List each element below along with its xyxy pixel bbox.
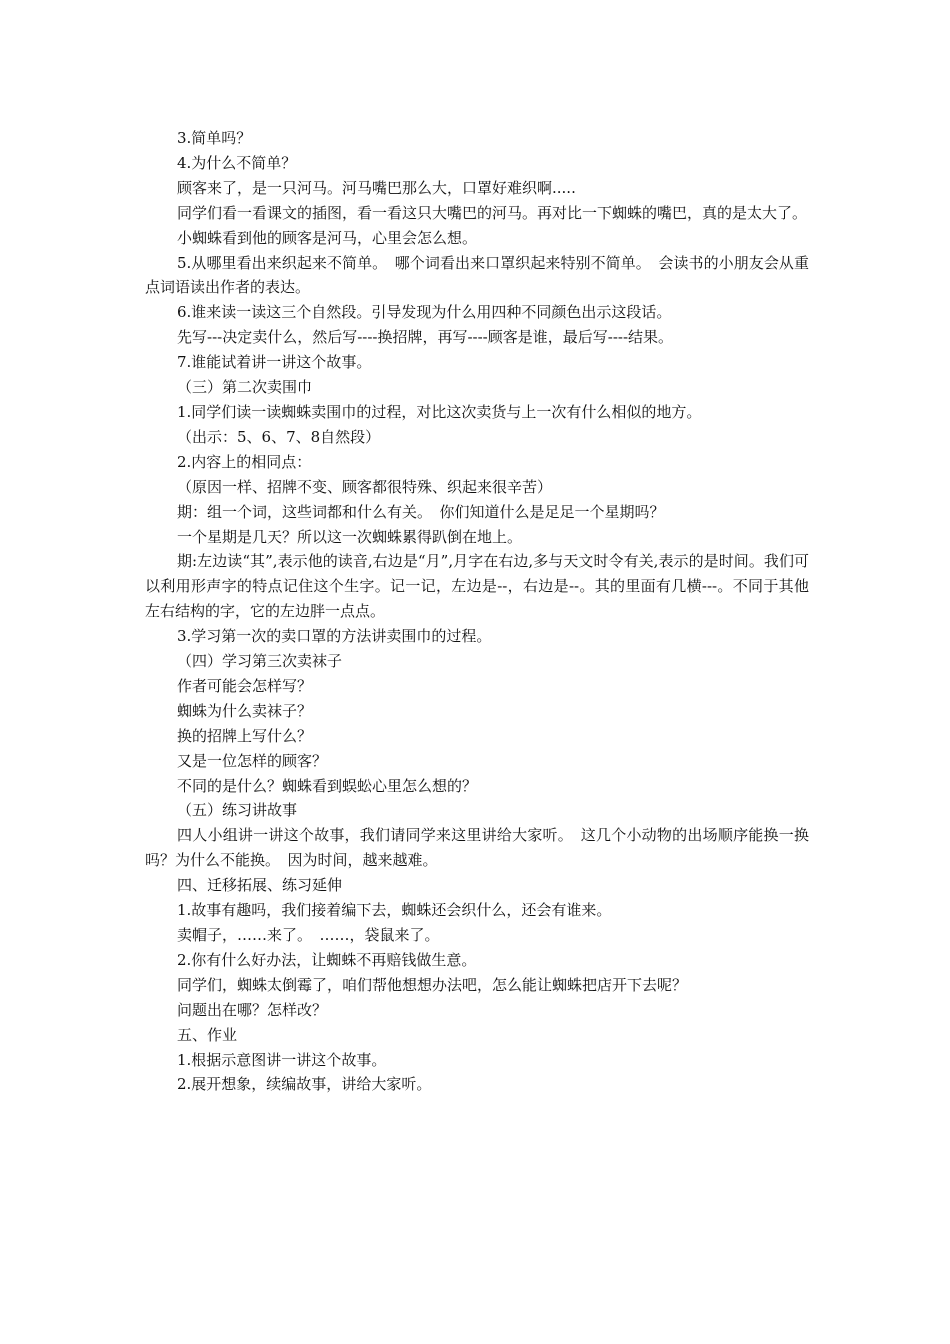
paragraph: 小蜘蛛看到他的顾客是河马，心里会怎么想。 bbox=[177, 228, 478, 247]
paragraph: 蜘蛛为什么卖袜子？ bbox=[177, 701, 313, 720]
paragraph: 2.展开想象，续编故事，讲给大家听。 bbox=[177, 1075, 432, 1094]
paragraph: 1.根据示意图讲一讲这个故事。 bbox=[177, 1050, 387, 1069]
paragraph: 作者可能会怎样写？ bbox=[177, 676, 313, 695]
paragraph: 期：组一个词，这些词都和什么有关。 你们知道什么是足足一个星期吗？ bbox=[177, 502, 665, 521]
paragraph: （五）练习讲故事 bbox=[177, 801, 298, 820]
paragraph: 7.谁能试着讲一讲这个故事。 bbox=[177, 353, 372, 372]
paragraph: 同学们，蜘蛛太倒霉了，咱们帮他想想办法吧，怎么能让蜘蛛把店开下去呢？ bbox=[177, 975, 688, 994]
paragraph: 5.从哪里看出来织起来不简单。 哪个词看出来口罩织起来特别不简单。 会读书的小朋友会从重点词语读出作者的表达。 bbox=[145, 253, 809, 297]
paragraph: 问题出在哪？怎样改？ bbox=[177, 1000, 328, 1019]
paragraph: 四人小组讲一讲这个故事，我们请同学来这里讲给大家听。 这几个小动物的出场顺序能换一换吗？为什么不能换。 因为时间，越来越难。 bbox=[145, 826, 809, 870]
paragraph: 期:左边读“其”,表示他的读音,右边是“月”,月字在右边,多与天文时令有关,表示的是时间。我们可以利用形声字的特点记住这个生字。记一记，左边是--，右边是--。其的里面有几横---。不同于其他左右结构的字，它的左边胖一点点。 bbox=[145, 552, 809, 621]
paragraph: 五、作业 bbox=[177, 1025, 238, 1044]
paragraph: 3.学习第一次的卖口罩的方法讲卖围巾的过程。 bbox=[177, 627, 492, 646]
paragraph: 顾客来了，是一只河马。河马嘴巴那么大，口罩好难织啊..... bbox=[177, 178, 576, 197]
paragraph: 2.你有什么好办法，让蜘蛛不再赔钱做生意。 bbox=[177, 950, 477, 969]
paragraph: 2.内容上的相同点： bbox=[177, 452, 312, 471]
paragraph: 同学们看一看课文的插图，看一看这只大嘴巴的河马。再对比一下蜘蛛的嘴巴，真的是太大了。 bbox=[177, 203, 808, 222]
paragraph: 换的招牌上写什么？ bbox=[177, 726, 313, 745]
paragraph: （三）第二次卖围巾 bbox=[177, 378, 313, 397]
paragraph: 6.谁来读一读这三个自然段。引导发现为什么用四种不同颜色出示这段话。 bbox=[177, 303, 672, 322]
paragraph: 不同的是什么？蜘蛛看到蜈蚣心里怎么想的？ bbox=[177, 776, 478, 795]
paragraph: （四）学习第三次卖袜子 bbox=[177, 652, 343, 671]
paragraph: （出示：5、6、7、8自然段） bbox=[177, 427, 381, 446]
paragraph: 3.简单吗？ bbox=[177, 129, 252, 147]
paragraph: 又是一位怎样的顾客？ bbox=[177, 751, 328, 770]
paragraph: 一个星期是几天？所以这一次蜘蛛累得趴倒在地上。 bbox=[177, 527, 523, 546]
paragraph: （原因一样、招牌不变、顾客都很特殊、织起来很辛苦） bbox=[177, 477, 553, 496]
paragraph: 4.为什么不简单？ bbox=[177, 153, 297, 172]
paragraph: 1.故事有趣吗，我们接着编下去，蜘蛛还会织什么，还会有谁来。 bbox=[177, 901, 612, 920]
paragraph: 四、迁移拓展、练习延伸 bbox=[177, 876, 343, 895]
document-page bbox=[145, 126, 809, 1097]
paragraph: 卖帽子，……来了。 ……，袋鼠来了。 bbox=[177, 926, 440, 944]
paragraph: 先写---决定卖什么，然后写----换招牌，再写----顾客是谁，最后写----结果。 bbox=[177, 328, 674, 347]
paragraph: 1.同学们读一读蜘蛛卖围巾的过程，对比这次卖货与上一次有什么相似的地方。 bbox=[177, 402, 702, 421]
